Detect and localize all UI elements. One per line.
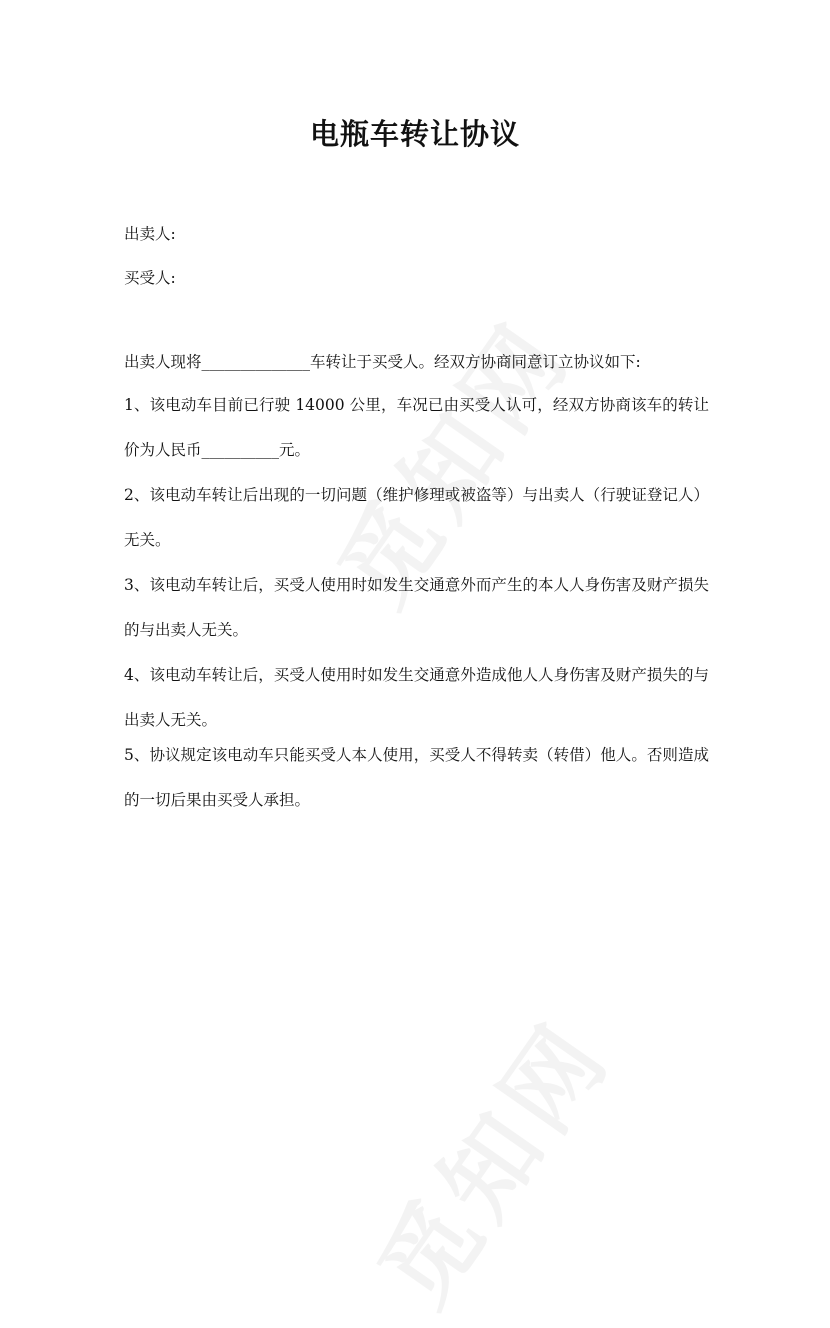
clause-5: 5、协议规定该电动车只能买受人本人使用，买受人不得转卖（转借）他人。否则造成的一切后果由买受人承担。: [124, 746, 709, 809]
buyer-label: 买受人:: [124, 269, 176, 287]
seller-label: 出卖人:: [124, 225, 176, 243]
clause-1: 1、该电动车目前已行驶 14000 公里，车况已由买受人认可，经双方协商该车的转让价为人民币__________元。: [124, 396, 709, 459]
clause-4: 4、该电动车转让后，买受人使用时如发生交通意外造成他人人身伤害及财产损失的与出卖人无关。: [124, 666, 709, 729]
intro-paragraph: 出卖人现将______________车转让于买受人。经双方协商同意订立协议如下:: [124, 353, 641, 371]
watermark: [342, 989, 637, 1328]
document-title: 电瓶车转让协议: [309, 117, 520, 151]
clause-3: 3、该电动车转让后，买受人使用时如发生交通意外而产生的本人人身伤害及财产损失的与出卖人无关。: [124, 576, 709, 639]
clause-2: 2、该电动车转让后出现的一切问题（维护修理或被盗等）与出卖人（行驶证登记人）无关。: [124, 486, 709, 549]
